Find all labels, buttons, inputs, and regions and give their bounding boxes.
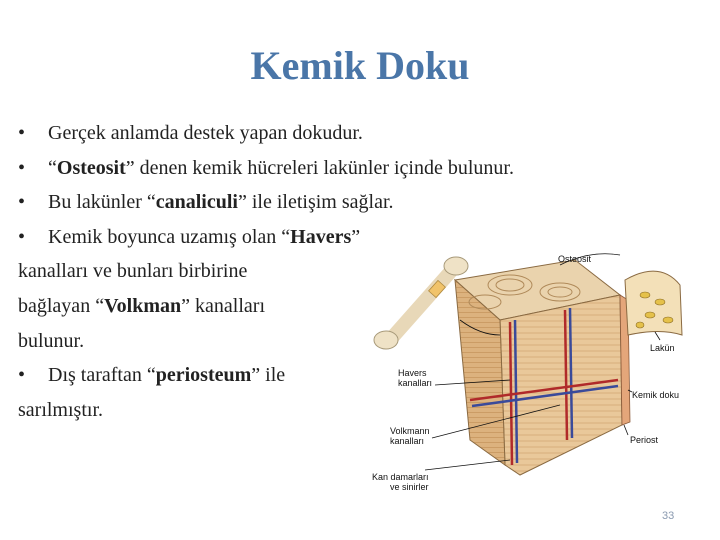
term-havers: Havers: [290, 225, 352, 248]
bullet-2: [18, 151, 678, 186]
bullet-5-line-2: sarılmıştır.: [18, 398, 103, 421]
bullet-3-pre: Bu lakünler “: [48, 191, 156, 214]
bullet-marker: •: [18, 225, 26, 248]
bullet-4-pre: Kemik boyunca uzamış olan “: [48, 225, 291, 248]
bullet-4-post: ”: [351, 225, 361, 248]
label-kan-1: Kan damarları: [372, 472, 429, 482]
long-bone: [374, 257, 468, 349]
bullet-5-post: ” ile: [251, 364, 286, 387]
bullet-1-text: Gerçek anlamda destek yapan dokudur.: [48, 122, 363, 144]
term-volkman: Volkman: [104, 294, 182, 317]
bullet-marker: •: [18, 156, 26, 179]
bullet-marker: •: [18, 191, 26, 214]
slide-title: Kemik Doku: [250, 43, 470, 88]
bullet-4-line-4: bulunur.: [18, 329, 85, 352]
bullet-2-post: ” denen kemik hücreleri lakünler içinde bulunur.: [125, 156, 514, 179]
term-canaliculi: canaliculi: [155, 191, 238, 214]
label-havers-2: kanalları: [398, 378, 433, 388]
label-kemik-doku: Kemik doku: [632, 390, 680, 400]
lacuna-inset: [625, 271, 682, 335]
bone-tissue-illustration: [360, 240, 700, 500]
term-osteosit: Osteosit: [56, 156, 126, 179]
label-lakun: Lakün: [650, 343, 675, 353]
bullet-1: [18, 116, 678, 151]
bullet-3-post: ” ile iletişim sağlar.: [237, 191, 394, 214]
bullet-marker: •: [18, 364, 26, 387]
label-volkmann-1: Volkmann: [390, 426, 430, 436]
bullet-5-pre: Dış taraftan “: [48, 364, 156, 387]
label-osteosit: Osteosit: [558, 254, 592, 264]
label-kan-2: ve sinirler: [390, 482, 429, 492]
bullet-3: [18, 185, 678, 220]
label-havers-1: Havers: [398, 368, 427, 378]
label-volkmann-2: kanalları: [390, 436, 425, 446]
block-front-face: [500, 295, 622, 475]
bullet-2-pre: “: [48, 156, 57, 179]
bullet-4-line-3-post: ” kanalları: [181, 294, 265, 317]
bullet-4-line-2: kanalları ve bunları birbirine: [18, 260, 248, 283]
bullet-4-line-3-pre: bağlayan “: [18, 294, 105, 317]
term-periosteum: periosteum: [155, 364, 252, 387]
bullet-marker: •: [18, 122, 26, 144]
page-number: 33: [662, 510, 675, 522]
label-periost: Periost: [630, 435, 659, 445]
